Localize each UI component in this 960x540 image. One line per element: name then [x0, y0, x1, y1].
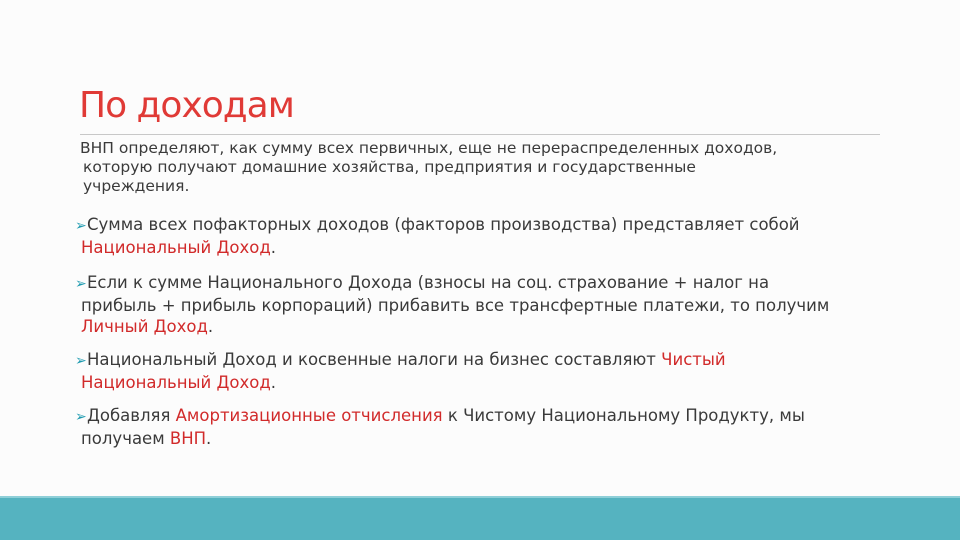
- arrow-bullet-icon: ➢: [75, 353, 87, 369]
- slide-title: По доходам: [79, 85, 294, 126]
- intro-line-3: учреждения.: [83, 177, 190, 195]
- bullet-2-highlight: Личный Доход: [81, 317, 208, 336]
- bullet-4-highlight-2: ВНП: [169, 429, 207, 448]
- bullet-3-highlight-1: Чистый: [661, 350, 726, 369]
- arrow-bullet-icon: ➢: [75, 409, 87, 425]
- bullet-3-end: .: [270, 373, 277, 392]
- bullet-3-highlight-2: Национальный Доход: [81, 373, 271, 392]
- arrow-bullet-icon: ➢: [75, 218, 87, 234]
- bullet-2-end: .: [207, 317, 214, 336]
- bullet-2-line-1: Если к сумме Национального Дохода (взносы на соц. страхование + налог на: [87, 273, 770, 292]
- bullet-item-3: [75, 349, 895, 393]
- bullet-4-end: .: [206, 429, 212, 448]
- intro-line-1: ВНП определяют, как сумму всех первичных, еще не перераспределенных доходов,: [80, 139, 778, 157]
- intro-line-2: которую получают домашние хозяйства, предприятия и государственные: [83, 158, 696, 176]
- bullet-item-4: [75, 405, 895, 449]
- footer-bar: [0, 498, 960, 540]
- bullet-4-highlight-1: Амортизационные отчисления: [175, 406, 443, 425]
- bullet-4-text-c: получаем: [81, 429, 170, 448]
- bullet-1-text: Сумма всех пофакторных доходов (факторов производства) представляет собой: [87, 215, 800, 234]
- title-divider: [80, 134, 880, 135]
- intro-paragraph: [80, 139, 890, 196]
- bullet-3-text: Национальный Доход и косвенные налоги на бизнес составляют: [87, 350, 662, 369]
- bullet-4-text-b: к Чистому Национальному Продукту, мы: [442, 406, 805, 425]
- bullet-1-end: .: [270, 238, 277, 257]
- bullet-item-2: [75, 272, 895, 337]
- bullet-4-text-a: Добавляя: [87, 406, 176, 425]
- arrow-bullet-icon: ➢: [75, 276, 87, 292]
- bullet-1-highlight: Национальный Доход: [81, 238, 271, 257]
- bullet-item-1: [75, 214, 895, 258]
- bullet-2-line-2: прибыль + прибыль корпораций) прибавить все трансфертные платежи, то получим: [81, 296, 830, 315]
